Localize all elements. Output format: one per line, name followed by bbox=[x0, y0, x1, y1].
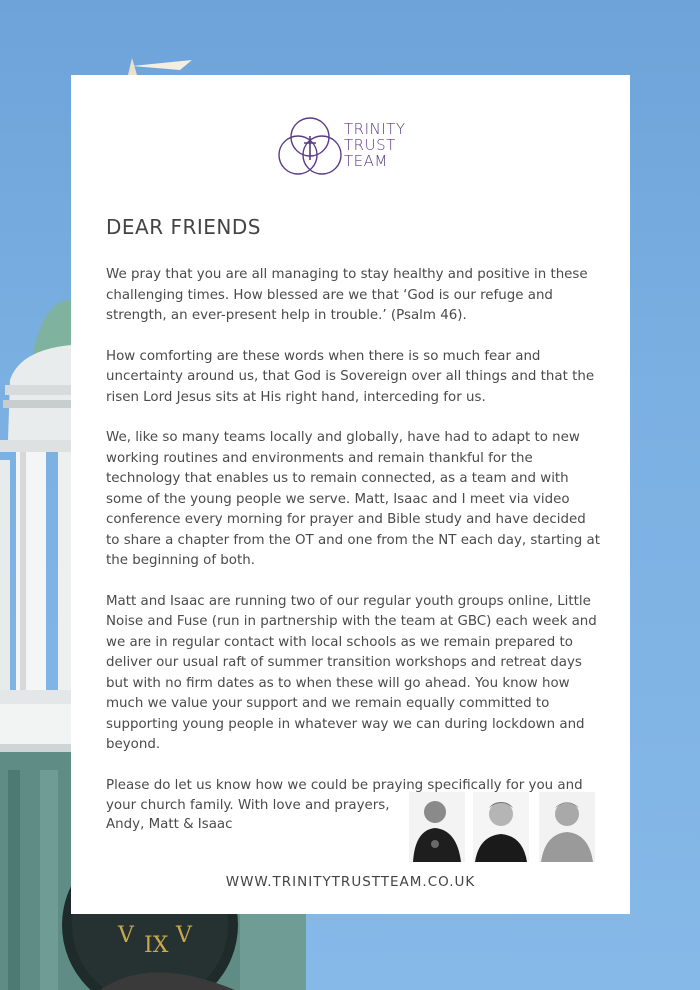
paragraph: We, like so many teams locally and globally, have had to adapt to new working routines and environments and remain thankful for the technology that enables us to remain connected, as a team and with some of the young people we serve. Matt, Isaac and I meet via video conference every morning for prayer and Bible study and have decided to share a chapter from the OT and one from the NT each day, starting at the beginning of both. bbox=[106, 430, 600, 568]
paragraph: How comforting are these words when there is so much fear and uncertainty around us, that God is Sovereign over all things and that the risen Lord Jesus sits at His right hand, interceding for us. bbox=[106, 348, 595, 405]
logo-line-team: TEAM bbox=[344, 152, 388, 170]
trinity-trust-team-logo bbox=[278, 115, 438, 177]
svg-text:V: V bbox=[176, 923, 192, 948]
svg-text:IX: IX bbox=[144, 933, 169, 958]
logo-line-trust: TRUST bbox=[344, 136, 396, 154]
paragraph: We pray that you are all managing to stay healthy and positive in these challenging times. How blessed are we that ‘God is our refuge and strength, an ever-present help in trouble.’ (Psalm 46). bbox=[106, 267, 588, 323]
team-photo-isaac bbox=[539, 792, 595, 862]
logo-wordmark bbox=[344, 121, 405, 169]
team-photo-andy bbox=[409, 792, 465, 862]
letter-body bbox=[106, 265, 601, 837]
letter-heading: DEAR FRIENDS bbox=[106, 215, 261, 239]
letter-card bbox=[71, 75, 630, 914]
paragraph: Please do let us know how we could be praying specifically for you and your church family. With love and prayers, bbox=[106, 777, 583, 813]
interlocking-circles-cross-icon bbox=[278, 115, 342, 177]
logo-line-trinity: TRINITY bbox=[344, 120, 406, 138]
team-photo-matt bbox=[473, 792, 529, 862]
team-photos bbox=[409, 792, 599, 862]
signoff: Andy, Matt & Isaac bbox=[106, 817, 233, 832]
paragraph: Matt and Isaac are running two of our regular youth groups online, Little Noise and Fuse (run in partnership with the team at GBC) each week and we are in regular contact with local schools as we remain prepared to deliver our usual raft of summer transition workshops and retreat days but with no firm dates as to when these will go ahead. You know how much we value your support and we remain equally committed to supporting young people in whatever way we can during lockdown and beyond. bbox=[106, 593, 597, 752]
website-url[interactable]: WWW.TRINITYTRUSTTEAM.CO.UK bbox=[225, 874, 476, 890]
svg-text:V: V bbox=[118, 923, 134, 948]
